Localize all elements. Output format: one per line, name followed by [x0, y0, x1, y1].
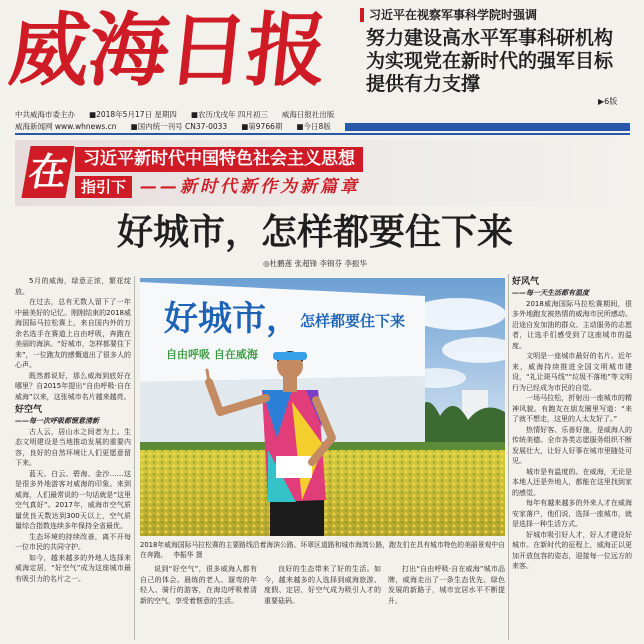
- paragraph: 既然都说好，那么威海到底好在哪里？自2015年提出“自由呼吸·自在威海”以来，这张城市名片越来越亮。: [15, 371, 131, 401]
- right-column: [512, 274, 632, 640]
- publication-date: ■2018年5月17日 星期四: [89, 110, 177, 119]
- race-bib: [276, 456, 312, 478]
- photo-credit: 李振华 摄: [173, 551, 203, 559]
- left-column: [15, 276, 131, 640]
- paragraph: 文明是一座城市最好的名片。近年来，威海持续推进全国文明城市建设，“礼让斑马线”“垃圾不落地”等文明行为已经成为市民的自觉。: [512, 352, 632, 392]
- lower-column: [388, 564, 505, 640]
- top-story-headline-line: 努力建设高水平军事科研机构: [366, 27, 614, 49]
- masthead-blue-band: [345, 123, 630, 131]
- top-story-headline-line: 为实现党在新时代的强军目标: [366, 50, 614, 72]
- edition-info-secondary: [15, 122, 331, 132]
- section-subtitle-civility: ——每一天生活都有温度: [512, 289, 589, 297]
- banner-stamp: 在: [21, 146, 74, 198]
- banner-slogan: ——新时代新作为新篇章: [140, 177, 360, 197]
- paragraph: 在过去，总有无数人留下了一年中最美好的记忆。刚刚结束的2018威海国际马拉松赛上，来自国内外的万余名选手在赛道上自由呼吸，奔跑在美丽的海滨。“好城市，怎样都要住下来”，一位跑友的感慨道出了很多人的心声。: [15, 298, 131, 369]
- section-title-air: 好空气: [15, 405, 43, 415]
- lead-headline[interactable]: 好城市，怎样都要住下来: [116, 212, 513, 253]
- banner-guide: 指引下: [75, 176, 132, 198]
- paragraph: 良好的生态带来了好的生活。如今，越来越多的人选择到威海旅游、度假、定居，好空气成为吸引人才的重要砝码。: [264, 565, 381, 605]
- paragraph: 5月的威海，绿意正浓，繁花绽放。: [15, 277, 131, 296]
- column-rule: [134, 276, 135, 640]
- lower-column: [264, 564, 381, 640]
- paragraph: 城市是有温度的。在威海，无论是本地人还是外地人，都能在这里找到家的感觉。: [512, 467, 632, 497]
- paragraph: 打出“自由呼吸·自在威海”城市品牌，威海走出了一条生态优先、绿色发展的新路子，城市宜居水平不断提升。: [388, 565, 505, 605]
- sponsor: 中共威海市委主办: [15, 110, 75, 119]
- lunar-date: ■农历戊戌年 四月初三: [190, 110, 268, 119]
- paragraph: 好城市吸引好人才，好人才建设好城市。在新时代的征程上，威海正以更加开放包容的姿态，迎接每一位远方的来客。: [512, 530, 632, 570]
- paragraph: 一场马拉松，折射出一座城市的精神风貌。有跑友在朋友圈里写道：“来了就不想走，这里的人太友好了。”: [512, 394, 632, 423]
- banner-theme: 习近平新时代中国特色社会主义思想: [75, 147, 363, 172]
- billboard-sub-text: 怎样都要住下来: [300, 312, 406, 330]
- issue-number: ■第9766期: [241, 122, 283, 131]
- issn: ■国内统一刊号 CN37-0033: [130, 122, 228, 131]
- lower-column: [140, 564, 257, 640]
- edition-info: [15, 110, 334, 120]
- billboard-main-text: 好城市，: [164, 299, 300, 339]
- kicker-marker: [360, 8, 364, 22]
- masthead-divider: [15, 133, 630, 135]
- masthead-title: 威海日报: [5, 3, 331, 97]
- section-title-civility: 好风气: [512, 277, 540, 287]
- billboard-tag-text: 自由呼吸 自在威海: [166, 348, 258, 361]
- page-jump-link[interactable]: ▶6版: [598, 97, 618, 106]
- publisher: 威海日报社出版: [281, 110, 335, 119]
- paragraph: 古人云，居山水之间者为上。生态文明建设是当地推动发展的重要内容，良好的自然环境让人们更愿意留下来。: [15, 427, 131, 467]
- top-story-kicker: 习近平在视察军事科学院时强调: [369, 8, 538, 22]
- photo-caption: [140, 540, 505, 560]
- top-story-headline-line: 提供有力支撑: [366, 73, 481, 95]
- paragraph: 说到“好空气”，很多威海人都有自己的体会。晨练的老人、遛弯的年轻人、骑行的游客，在海边呼吸着清新的空气，享受着惬意的生活。: [140, 565, 257, 605]
- paragraph: 生态环境的持续改善，离不开每一位市民的共同守护。: [15, 532, 131, 551]
- runner-visor: [273, 352, 307, 360]
- page-count: ■今日8版: [296, 122, 331, 131]
- paragraph: 2018威海国际马拉松赛期间，很多外地跑友被热情的威海市民所感动。沿途自发加油的群众、主动服务的志愿者，让选手们感受到了这座城市的温度。: [512, 299, 632, 350]
- runner-shorts: [270, 498, 324, 536]
- paragraph: 如今，越来越多的外地人选择来威海定居，“好空气”成为这座城市最有吸引力的名片之一。: [15, 553, 131, 583]
- paragraph: 热情好客、乐善好施，是威海人的传统美德。全市各类志愿服务组织不断发展壮大，让好人好事在城市里随处可见。: [512, 425, 632, 465]
- lead-photo-image: [140, 278, 505, 536]
- website[interactable]: 威海新闻网 www.whnews.cn: [15, 122, 117, 131]
- section-subtitle-air: ——每一次呼吸都惬意清新: [15, 417, 99, 425]
- paragraph: 每年有越来越多的外来人才在威海安家落户，他们说，选择一座城市，就是选择一种生活方式。: [512, 499, 632, 528]
- lead-photo[interactable]: [140, 278, 505, 536]
- byline: ◎杜鹏莲 张超锋 李锦芬 李振华: [263, 259, 367, 268]
- column-rule: [508, 274, 509, 640]
- caption-text: 2018年威海国际马拉松赛的主要路线沿着海滨公路、环翠区道路和城市海湾公路，跑友们在具有城市特色的美丽景观中自在奔跑。: [140, 541, 505, 559]
- paragraph: 蓝天、白云、碧海、金沙……这是很多外地游客对威海的印象。来到威海，人们最常说的一句话就是“这里空气真好”。2017年，威海市空气质量优良天数达到300天以上，空气质量综合指数连续多年保持全省最优。: [15, 469, 131, 530]
- top-story-headline[interactable]: [366, 27, 634, 96]
- runner-finger: [207, 370, 209, 382]
